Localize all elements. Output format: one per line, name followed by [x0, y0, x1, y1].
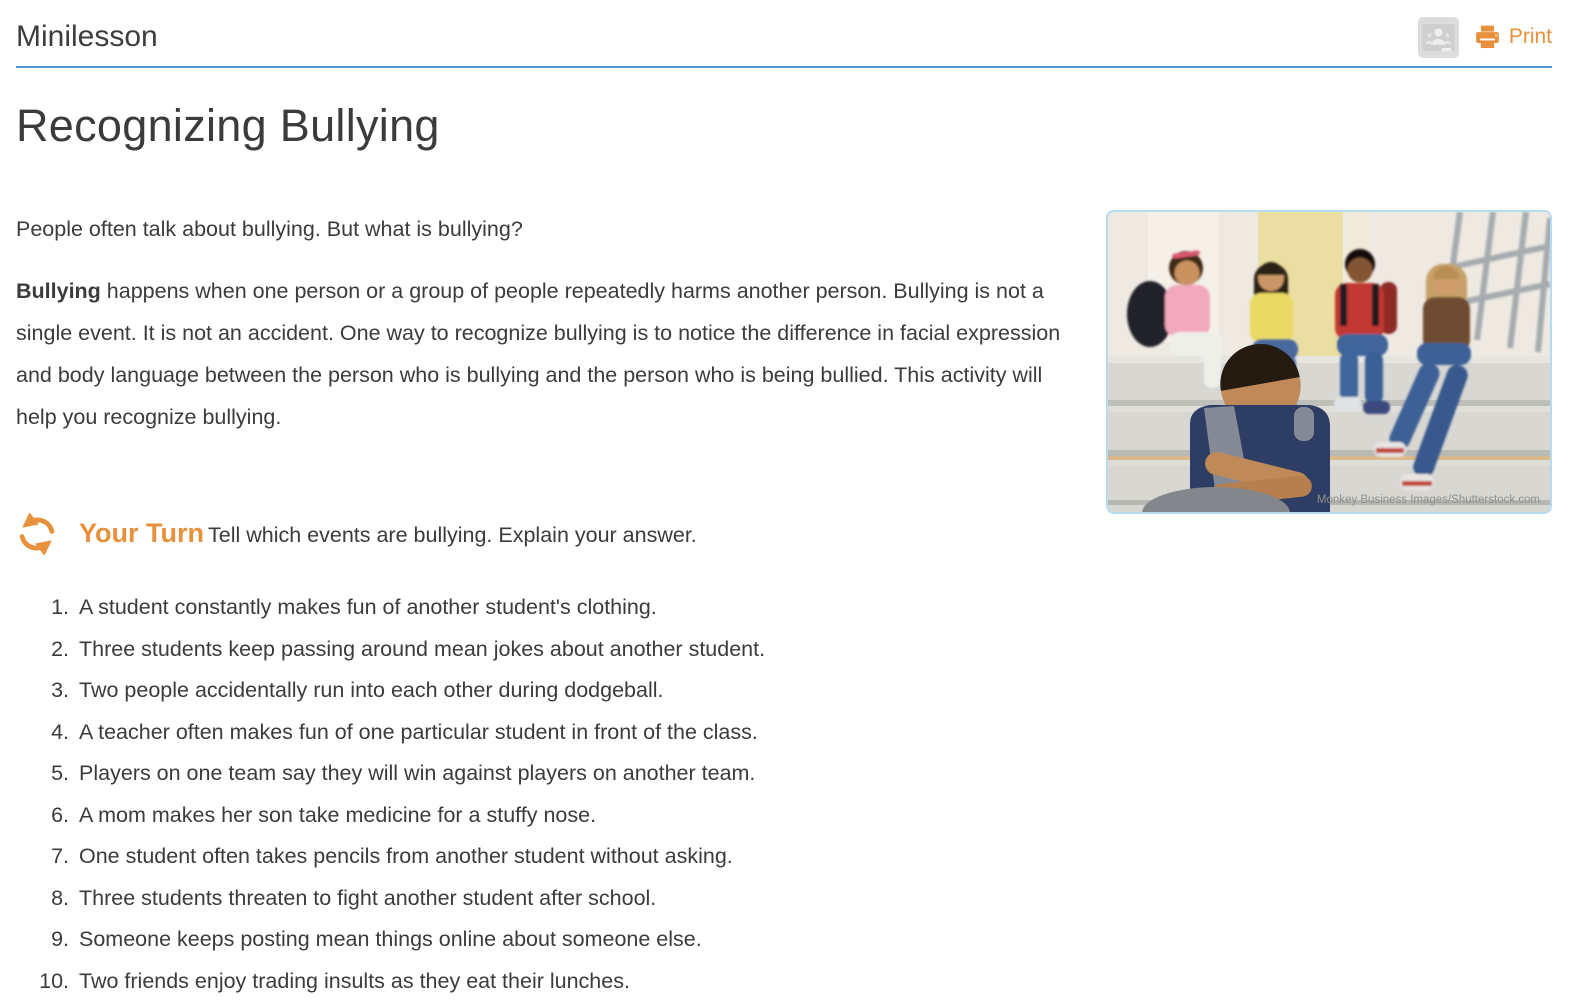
- definition-text: happens when one person or a group of people repeatedly harms another person. Bullying is not a single event. It is not an accident. One way to recognize bullying is to notice the difference in facial expression and body language between the person who is bullying and the person who is being bullied. This activity will help you recognize bullying.: [16, 279, 1061, 429]
- classroom-person-icon: [1418, 17, 1459, 58]
- activity-item: 3. Two people accidentally run into each other during dodgeball.: [75, 678, 1552, 702]
- activity-item: 2. Three students keep passing around mean jokes about another student.: [75, 637, 1552, 661]
- printer-icon: [1474, 24, 1501, 50]
- activity-item: 10. Two friends enjoy trading insults as they eat their lunches.: [75, 969, 1552, 993]
- print-button[interactable]: [1474, 24, 1552, 50]
- intro-question: People often talk about bullying. But what is bullying?: [16, 217, 523, 241]
- activity-item: 1. A student constantly makes fun of another student's clothing.: [75, 595, 1552, 619]
- lesson-photo: [1106, 210, 1552, 514]
- share-to-classroom-button[interactable]: [1418, 17, 1459, 58]
- activity-item: 8. Three students threaten to fight another student after school.: [75, 886, 1552, 910]
- students-on-steps-photo: [1108, 212, 1550, 512]
- photo-caption: Monkey Business Images/Shutterstock.com: [1316, 494, 1540, 506]
- your-turn-label: Your Turn: [79, 517, 204, 548]
- your-turn-prompt: Tell which events are bullying. Explain your answer.: [207, 522, 697, 547]
- activity-item: 9. Someone keeps posting mean things online about someone else.: [75, 927, 1552, 951]
- header-divider: [16, 66, 1552, 68]
- page-title: Recognizing Bullying: [16, 100, 440, 151]
- activity-item: 7. One student often takes pencils from another student without asking.: [75, 844, 1552, 868]
- intro-definition: [16, 270, 1084, 438]
- cycle-arrows-icon: [16, 513, 58, 555]
- header-actions: [1418, 17, 1552, 58]
- your-turn-text: [79, 518, 697, 550]
- top-bar: [16, 14, 1552, 60]
- bold-term: Bullying: [16, 279, 101, 303]
- page-type-title: Minilesson: [16, 20, 158, 53]
- print-label: Print: [1508, 25, 1552, 48]
- activity-item: 5. Players on one team say they will win against players on another team.: [75, 761, 1552, 785]
- activity-list: [16, 595, 1552, 993]
- activity-item: 6. A mom makes her son take medicine for a stuffy nose.: [75, 803, 1552, 827]
- activity-item: 4. A teacher often makes fun of one particular student in front of the class.: [75, 720, 1552, 744]
